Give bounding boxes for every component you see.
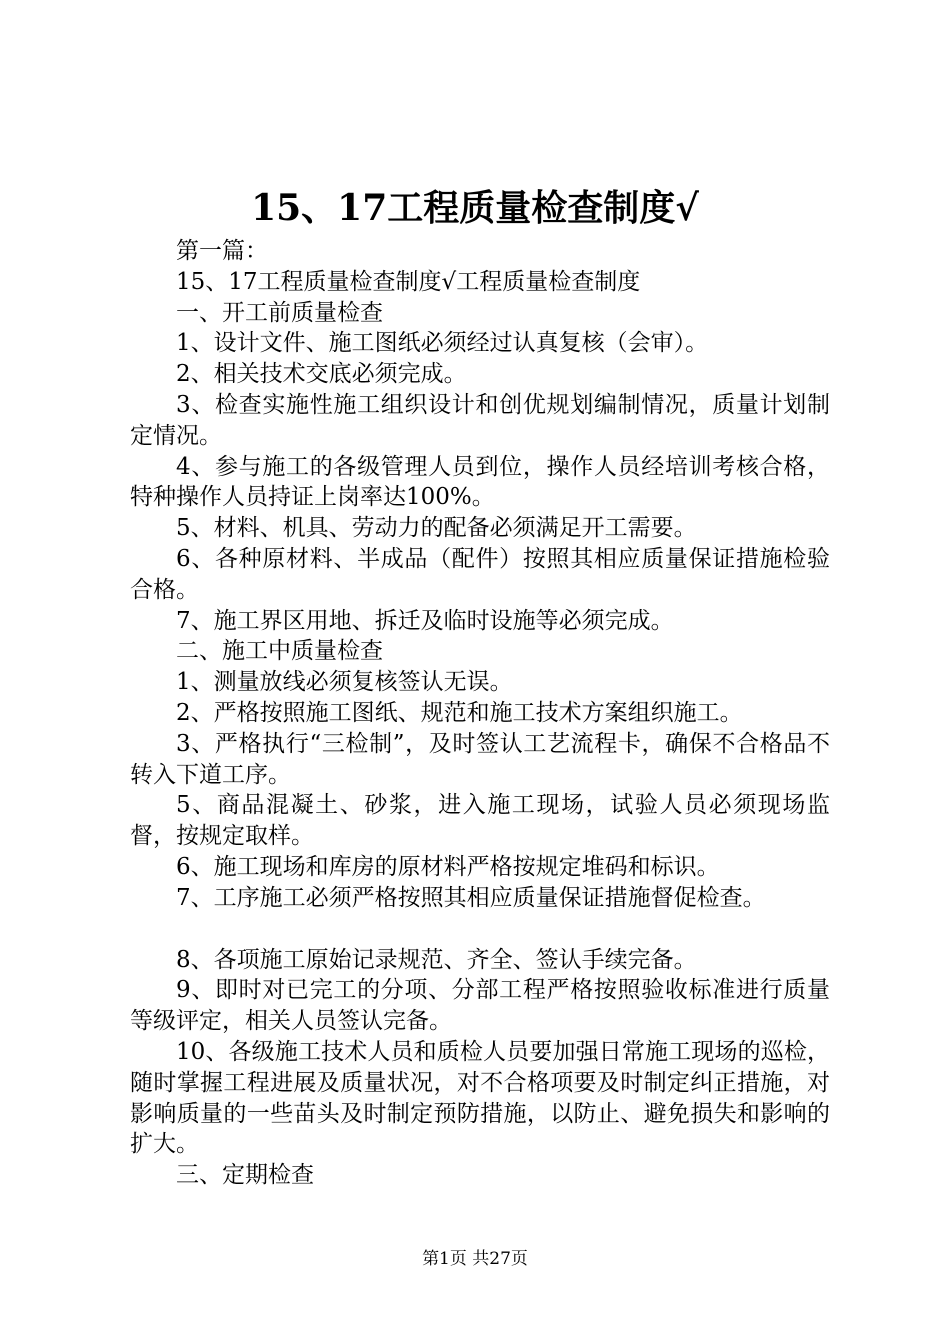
paragraph: 8、各项施工原始记录规范、齐全、签认手续完备。 (176, 946, 697, 973)
paragraph: 1、测量放线必须复核签认无误。 (176, 669, 513, 696)
document-title: 15、17工程质量检查制度√ (251, 187, 699, 229)
paragraph: 2、严格按照施工图纸、规范和施工技术方案组织施工。 (176, 699, 743, 726)
paragraph: 2、相关技术交底必须完成。 (176, 361, 467, 388)
paragraph: 1、设计文件、施工图纸必须经过认真复核（会审）。 (176, 330, 709, 357)
paragraph: 5、商品混凝土、砂浆，进入施工现场，试验人员必须现场监督，按规定取样。 (130, 792, 830, 850)
page-footer: 第1页 共27页 (422, 1249, 528, 1269)
section-heading: 三、定期检查 (176, 1162, 314, 1189)
paragraph: 10、各级施工技术人员和质检人员要加强日常施工现场的巡检，随时掌握工程进展及质量状况，对不合格项要及时制定纠正措施，对影响质量的一些苗头及时制定预防措施，以防止、避免损失和影响的扩大。 (130, 1038, 830, 1158)
paragraph: 5、材料、机具、劳动力的配备必须满足开工需要。 (176, 515, 697, 542)
paragraph: 4、参与施工的各级管理人员到位，操作人员经培训考核合格，特种操作人员持证上岗率达100%。 (130, 453, 830, 511)
paragraph: 3、检查实施性施工组织设计和创优规划编制情况，质量计划制定情况。 (130, 391, 830, 449)
document-body (130, 236, 830, 1191)
paragraph: 9、即时对已完工的分项、分部工程严格按照验收标准进行质量等级评定，相关人员签认完备。 (130, 977, 830, 1035)
section-heading: 一、开工前质量检查 (176, 299, 383, 326)
paragraph: 3、严格执行“三检制”，及时签认工艺流程卡，确保不合格品不转入下道工序。 (130, 730, 830, 788)
section-heading: 二、施工中质量检查 (176, 638, 383, 665)
paragraph: 7、施工界区用地、拆迁及临时设施等必须完成。 (176, 607, 674, 634)
paragraph: 6、各种原材料、半成品（配件）按照其相应质量保证措施检验合格。 (130, 545, 830, 603)
paragraph: 7、工序施工必须严格按照其相应质量保证措施督促检查。 (176, 884, 766, 911)
paragraph: 第一篇： (176, 238, 268, 264)
paragraph: 15、17工程质量检查制度√工程质量检查制度 (176, 268, 641, 295)
paragraph: 6、施工现场和库房的原材料严格按规定堆码和标识。 (176, 853, 720, 880)
